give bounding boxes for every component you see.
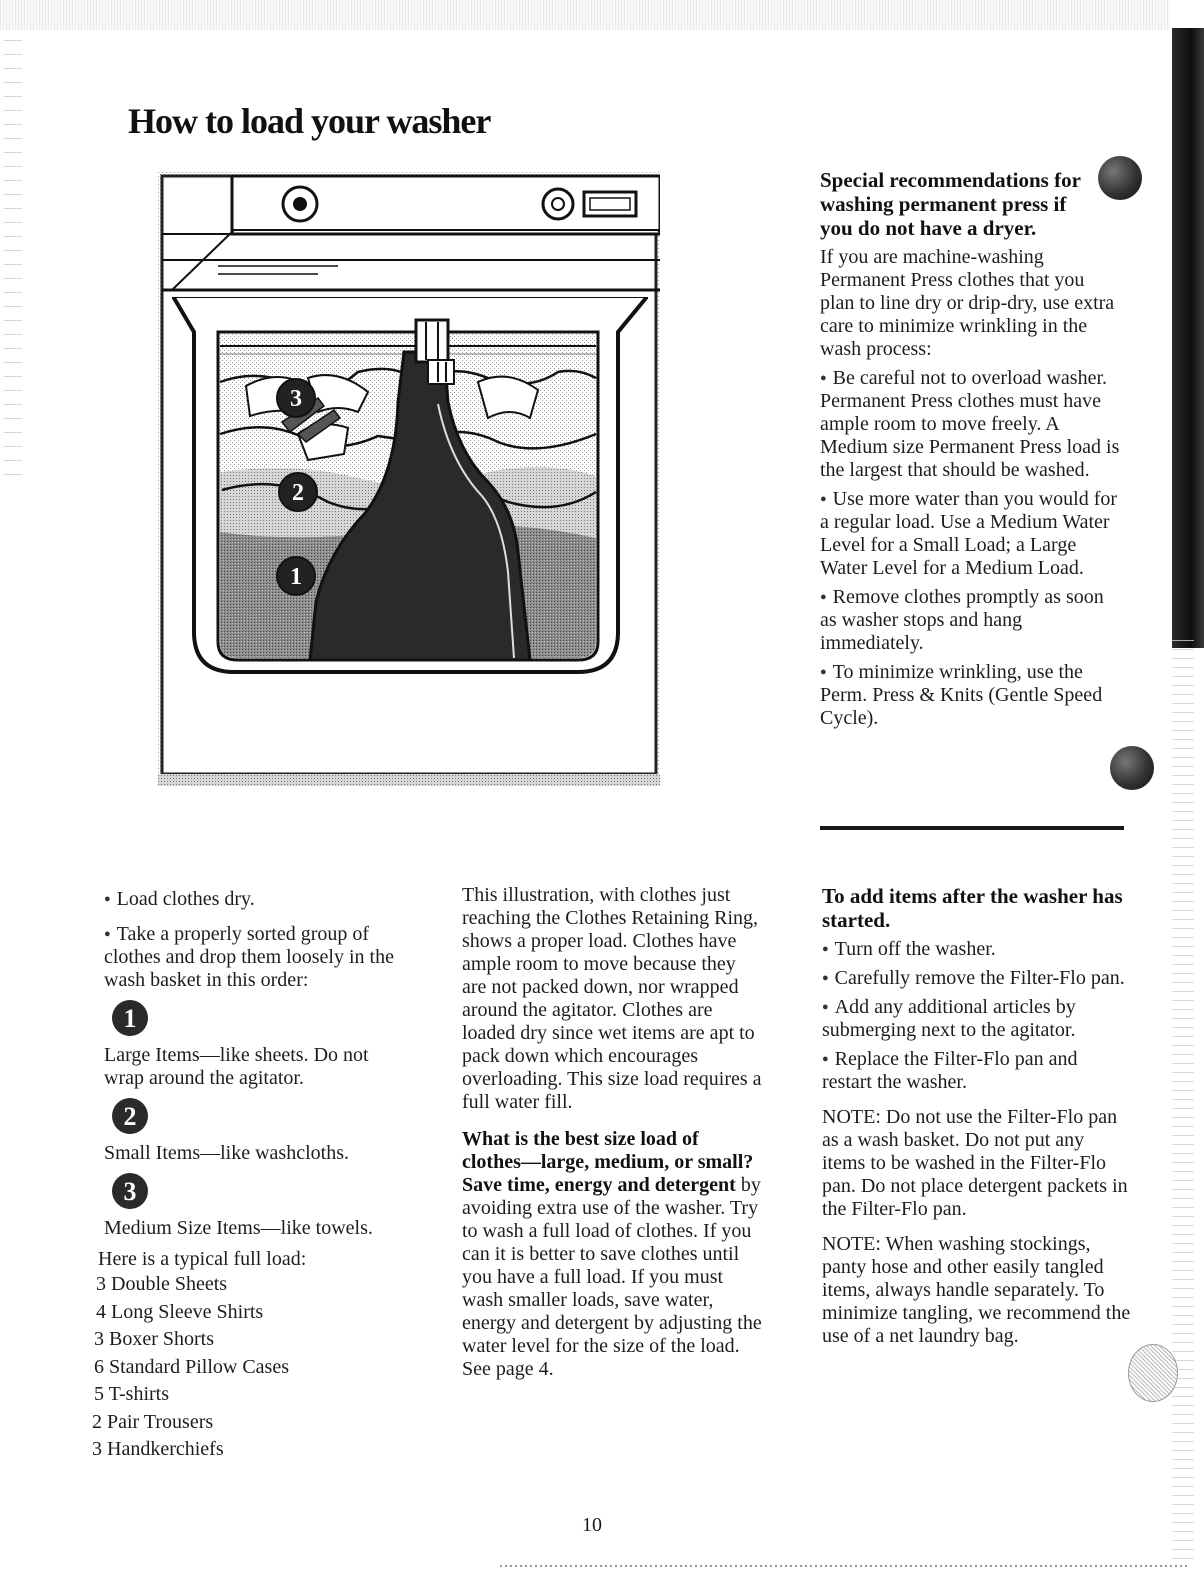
list-item: 6 Standard Pillow Cases bbox=[94, 1355, 289, 1378]
add-items-bullet-1: ● Turn off the washer. bbox=[822, 938, 1132, 961]
section-divider bbox=[820, 826, 1124, 830]
load-item-medium: Medium Size Items—like towels. bbox=[104, 1217, 373, 1239]
typical-load-list bbox=[92, 1271, 392, 1464]
number-2-icon bbox=[110, 1096, 150, 1136]
washer-illustration bbox=[158, 172, 660, 786]
svg-text:3: 3 bbox=[123, 1177, 137, 1206]
scan-noise-top bbox=[0, 0, 1170, 30]
permanent-press-intro: If you are machine-washing Permanent Press clothes that you plan to line dry or drip-dry, use extra care to minimize wrinkling in the wash process: bbox=[820, 246, 1115, 360]
permanent-press-bullet-3: ● Remove clothes promptly as soon as washer stops and hang immediately. bbox=[820, 586, 1120, 655]
load-item-large: Large Items—like sheets. Do not wrap around the agitator. bbox=[104, 1044, 369, 1089]
page-number: 10 bbox=[582, 1514, 602, 1536]
permanent-press-bullet-2: ● Use more water than you would for a regular load. Use a Medium Water Level for a Small Load; a Large Water Level for a Medium Load. bbox=[820, 488, 1120, 580]
load-bullet-1: ● Load clothes dry. bbox=[104, 888, 404, 911]
permanent-press-heading: Special recommendations for washing permanent press if you do not have a dryer. bbox=[820, 168, 1081, 240]
list-item: 2 Pair Trousers bbox=[92, 1410, 214, 1433]
scan-edge-dither bbox=[1172, 640, 1194, 1560]
section-dot-icon bbox=[1098, 156, 1142, 200]
proper-load-section bbox=[462, 884, 762, 1387]
best-load-paragraph bbox=[462, 1128, 762, 1381]
typical-load-section bbox=[92, 1248, 392, 1464]
number-3-icon bbox=[110, 1171, 150, 1211]
permanent-press-section bbox=[820, 168, 1120, 736]
callout-3 bbox=[277, 379, 315, 417]
permanent-press-bullet-1: ● Be careful not to overload washer. Permanent Press clothes must have ample room to move freely. A Medium size Permanent Press load is the largest that should be washed. bbox=[820, 367, 1120, 482]
load-item-small: Small Items—like washcloths. bbox=[104, 1142, 349, 1164]
add-items-section bbox=[822, 884, 1132, 1354]
callout-2 bbox=[279, 473, 317, 511]
loading-instructions bbox=[104, 888, 404, 1246]
callout-1-label: 1 bbox=[290, 564, 302, 590]
svg-text:1: 1 bbox=[123, 1004, 137, 1033]
callout-2-label: 2 bbox=[292, 480, 304, 506]
best-load-question: What is the best size load of clothes—large, medium, or small? Save time, energy and detergent bbox=[462, 1128, 754, 1196]
add-items-bullet-2: ● Carefully remove the Filter-Flo pan. bbox=[822, 967, 1132, 990]
number-1-icon bbox=[110, 998, 150, 1038]
svg-text:2: 2 bbox=[123, 1102, 137, 1131]
callout-1 bbox=[277, 557, 315, 595]
list-item: 4 Long Sleeve Shirts bbox=[96, 1300, 264, 1323]
scan-edge-bar bbox=[1172, 28, 1204, 648]
proper-load-paragraph: This illustration, with clothes just reaching the Clothes Retaining Ring, shows a proper load. Clothes have ample room to move because they are not packed down, nor wrapped around the agitator. Clothes are loaded dry since wet items are apt to pack down which encourages overloading. This size load requires a full water fill. bbox=[462, 884, 762, 1113]
typical-load-intro: Here is a typical full load: bbox=[98, 1248, 307, 1270]
load-bullet-2: ● Take a properly sorted group of clothes and drop them loosely in the wash basket in this order: bbox=[104, 923, 404, 992]
list-item: 3 Handkerchiefs bbox=[92, 1438, 224, 1460]
section-dot-icon bbox=[1110, 746, 1154, 790]
list-item: 5 T-shirts bbox=[94, 1383, 170, 1405]
list-item: 3 Boxer Shorts bbox=[94, 1328, 214, 1350]
add-items-heading: To add items after the washer has started. bbox=[822, 884, 1123, 932]
scan-noise-left bbox=[4, 40, 22, 480]
list-item: 3 Double Sheets bbox=[96, 1273, 228, 1295]
agitator-cap bbox=[416, 320, 448, 362]
scan-noise-bottom bbox=[500, 1565, 1190, 1567]
add-items-bullet-3: ● Add any additional articles by submerging next to the agitator. bbox=[822, 996, 1132, 1042]
control-dial-icon bbox=[543, 189, 573, 219]
section-dot-icon bbox=[1128, 1344, 1178, 1402]
note-filter-flo: NOTE: Do not use the Filter-Flo pan as a wash basket. Do not put any items to be washed in the Filter-Flo pan. Do not place detergent packets in the Filter-Flo pan. bbox=[822, 1106, 1128, 1220]
add-items-bullet-4: ● Replace the Filter-Flo pan and restart the washer. bbox=[822, 1048, 1132, 1094]
callout-3-label: 3 bbox=[290, 386, 302, 412]
permanent-press-bullet-4: ● To minimize wrinkling, use the Perm. Press & Knits (Gentle Speed Cycle). bbox=[820, 661, 1106, 730]
page-title: How to load your washer bbox=[128, 101, 491, 141]
best-load-answer: by avoiding extra use of the washer. Try to wash a full load of clothes. If you can it is better to save clothes until you have a full load. If you must wash smaller loads, save water, energy and detergent by adjusting the water level for the size of the load. See page 4. bbox=[462, 1174, 762, 1380]
note-stockings: NOTE: When washing stockings, panty hose and other easily tangled items, always handle separately. To minimize tangling, we recommend the use of a net laundry bag. bbox=[822, 1233, 1131, 1347]
